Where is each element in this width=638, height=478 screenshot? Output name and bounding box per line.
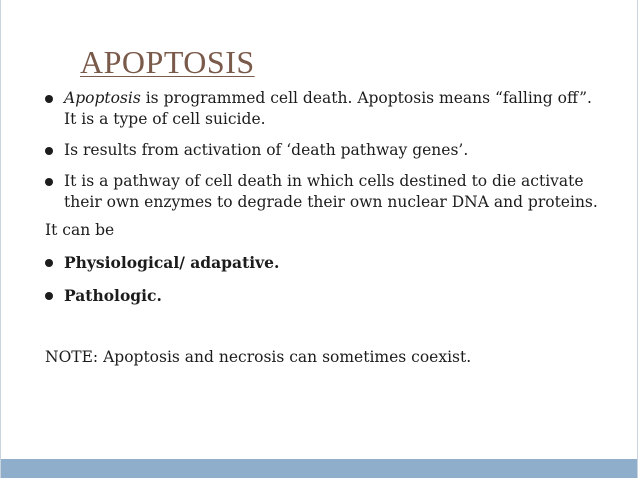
type-text: Pathologic. — [64, 286, 162, 305]
type-item-physiological — [45, 252, 279, 273]
types-list — [45, 252, 279, 318]
bullet-icon — [45, 95, 53, 103]
type-text: Physiological/ adapative. — [64, 253, 280, 272]
bullet-text: It is a pathway of cell death in which cells destined to die activate their own enzymes to degrade their own nuclear DNA and proteins. — [64, 172, 598, 211]
bullet-list — [45, 88, 605, 223]
bullet-text: Is results from activation of ‘death pathway genes’. — [64, 141, 469, 159]
type-item-pathologic — [45, 285, 279, 306]
bullet-text: is programmed cell death. Apoptosis means “falling off”. It is a type of cell suicide. — [64, 89, 592, 128]
bullet-icon — [45, 147, 53, 155]
bullet-item-cause — [45, 140, 605, 161]
footer-bar — [1, 459, 637, 478]
bullet-icon — [45, 259, 53, 267]
bullet-term: Apoptosis — [64, 89, 141, 107]
bullet-item-definition — [45, 88, 605, 130]
bullet-icon — [45, 178, 53, 186]
slide-title: APOPTOSIS — [80, 44, 255, 80]
bullet-icon — [45, 292, 53, 300]
note-text: NOTE: Apoptosis and necrosis can sometimes coexist. — [45, 348, 472, 366]
it-can-be-text: It can be — [45, 221, 115, 239]
bullet-item-pathway — [45, 171, 605, 213]
